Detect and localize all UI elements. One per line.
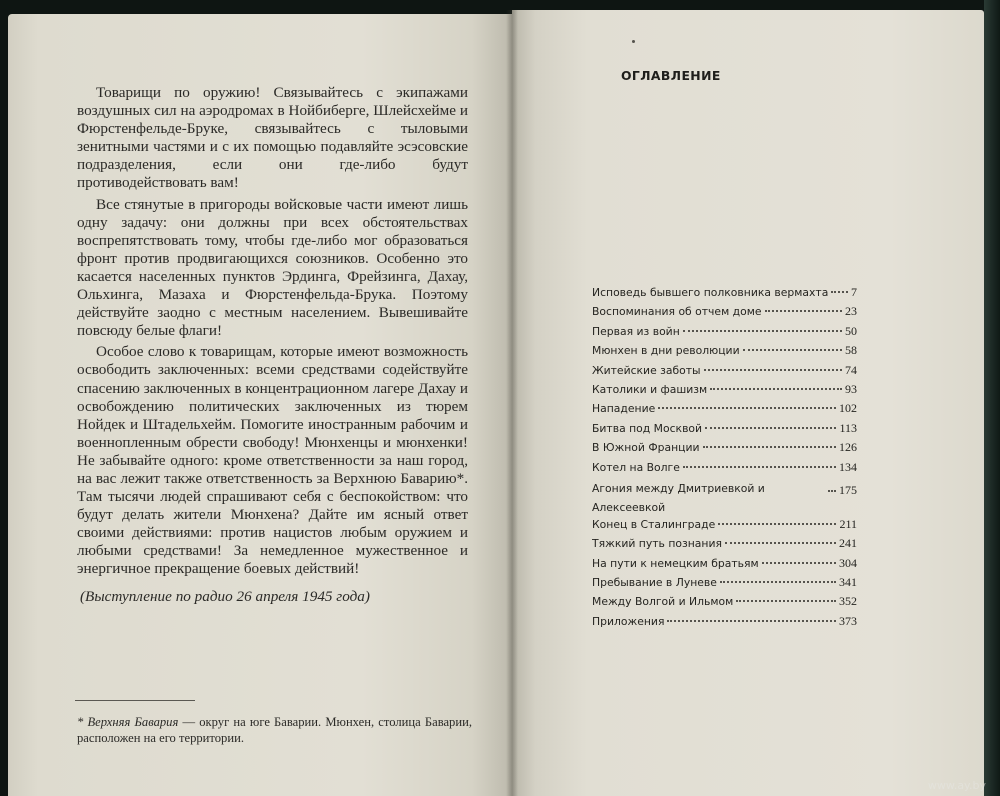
footnote-term: * Верхняя Бавария — [77, 715, 179, 729]
toc-entry-page: 341 — [839, 575, 857, 590]
footnote-text: — округ на юге Баварии. Мюнхен, столица Баварии, расположен на его территории. — [77, 715, 472, 745]
toc-leader-dots — [718, 523, 836, 525]
toc-entry — [592, 460, 857, 479]
watermark: www.ay.by — [927, 779, 986, 792]
toc-entry — [592, 536, 857, 555]
body-paragraph-1: Товарищи по оружию! Связывайтесь с экипажами воздушных сил на аэродромах в Нойбиберге, Шлейсхейме и Фюрстенфельде-Бруке, связывайтесь с тыловыми зенитными частями и с их помощью подавляйте эсэсовские подразделения, если они где-либо будут противодействовать вам! — [77, 84, 468, 192]
toc-entry-label: Агония между Дмитриевкой и Алексеевкой — [592, 481, 765, 514]
toc-entry-label: На пути к немецким братьям — [592, 556, 759, 570]
toc-entry — [592, 285, 857, 304]
toc-entry-page: 175 — [839, 482, 857, 497]
toc-entry-label: Нападение — [592, 402, 656, 416]
toc-entry-label: Конец в Сталинграде — [592, 517, 716, 531]
toc-entry — [592, 343, 857, 362]
footnote — [77, 714, 472, 746]
toc-entry-label: Между Волгой и Ильмом — [592, 595, 734, 609]
toc-entry-page: 7 — [851, 285, 857, 299]
toc-entry-label: Католики и фашизм — [592, 382, 708, 396]
toc-entry — [592, 594, 857, 613]
toc-leader-dots — [743, 349, 842, 351]
toc-entry-label: Битва под Москвой — [592, 421, 703, 435]
toc-entry — [592, 575, 857, 594]
toc-leader-dots — [720, 581, 836, 583]
speech-signoff: (Выступление по радио 26 апреля 1945 года) — [80, 587, 370, 605]
footnote-rule — [75, 700, 195, 701]
toc-entry-label: Первая из войн — [592, 324, 680, 338]
toc-leader-dots — [828, 490, 836, 492]
toc-entry — [592, 440, 857, 459]
toc-entry-page: 113 — [839, 420, 857, 435]
toc-entry — [592, 614, 857, 633]
toc-entry-label: Котел на Волге — [592, 460, 680, 474]
toc-leader-dots — [705, 427, 836, 429]
table-of-contents — [592, 285, 857, 633]
toc-leader-dots — [762, 562, 836, 564]
toc-entry-label: Воспоминания об отчем доме — [592, 305, 762, 319]
left-page-body — [77, 84, 468, 606]
toc-entry — [592, 479, 857, 517]
toc-entry — [592, 517, 857, 536]
toc-entry — [592, 421, 857, 440]
toc-entry-label: Тяжкий путь познания — [592, 537, 722, 551]
toc-entry-label: Исповедь бывшего полковника вермахта — [592, 286, 829, 299]
toc-entry-page: 58 — [845, 343, 857, 358]
toc-entry-page: 93 — [845, 381, 857, 396]
toc-leader-dots — [683, 330, 842, 332]
body-paragraph-3: Особое слово к товарищам, которые имеют возможность освободить заключенных: всеми средствами содействуйте спасению заключенных в концентрационном лагере Дахау и освобождению политических заключенных из тюрем Нойдек и Штадельхейм. Помогите иностранным рабочим и военнопленным обрести свободу! Мюнхенцы и мюнхенки! Не забывайте одного: кроме ответственности за наш город, на вас лежит также ответственность за Верхнюю Баварию*. Там тысячи людей спрашивают себя с беспокойством: что будут делать жители Мюнхена? Дайте им ясный ответ своими действиями: против нацистов любым оружием и любыми средствами! За немедленное мужественное и энергичное прекращение боевых действий! — [77, 343, 468, 578]
toc-entry — [592, 382, 857, 401]
toc-entry — [592, 401, 857, 420]
toc-entry-page: 211 — [839, 516, 857, 531]
toc-leader-dots — [667, 620, 836, 622]
toc-entry-page: 50 — [845, 323, 857, 338]
toc-entry-label: Пребывание в Луневе — [592, 576, 717, 590]
toc-leader-dots — [736, 600, 836, 602]
toc-entry — [592, 556, 857, 575]
toc-leader-dots — [725, 542, 836, 544]
toc-leader-dots — [658, 407, 836, 409]
toc-leader-dots — [703, 446, 836, 448]
toc-title: ОГЛАВЛЕНИЕ — [621, 68, 721, 83]
toc-entry-label: Мюнхен в дни революции — [592, 344, 740, 358]
toc-entry — [592, 324, 857, 343]
book-cover-edge — [984, 0, 1000, 796]
book-gutter — [506, 10, 518, 796]
toc-leader-dots — [831, 291, 848, 293]
toc-entry-page: 126 — [839, 440, 857, 455]
toc-entry-page: 134 — [839, 459, 857, 474]
toc-entry — [592, 363, 857, 382]
body-paragraph-2: Все стянутые в пригороды войсковые части имеют лишь одну задачу: они должны при всех обстоятельствах воспрепятствовать тому, чтобы где-либо мог образоваться фронт против продвигающихся союзников. Особенно это касается населенных пунктов Эрдинга, Фрейзинга, Дахау, Ольхинга, Мазаха и Фюрстенфельда-Брука. Поэтому действуйте заодно с местным населением. Вывешивайте повсюду белые флаги! — [77, 195, 468, 340]
toc-entry-label: Житейские заботы — [592, 363, 701, 377]
toc-entry — [592, 304, 857, 323]
toc-entry-page: 373 — [839, 613, 857, 628]
toc-leader-dots — [704, 369, 842, 371]
toc-entry-page: 241 — [839, 536, 857, 551]
toc-entry-page: 102 — [839, 401, 857, 416]
page-mark — [632, 40, 635, 43]
toc-entry-label: Приложения — [592, 614, 665, 628]
toc-entry-label: В Южной Франции — [592, 441, 700, 455]
toc-entry-page: 304 — [839, 555, 857, 570]
toc-entry-page: 352 — [839, 594, 857, 609]
toc-entry-page: 74 — [845, 362, 857, 377]
toc-entry-page: 23 — [845, 304, 857, 319]
toc-leader-dots — [683, 466, 836, 468]
toc-leader-dots — [765, 310, 842, 312]
toc-leader-dots — [710, 388, 842, 390]
